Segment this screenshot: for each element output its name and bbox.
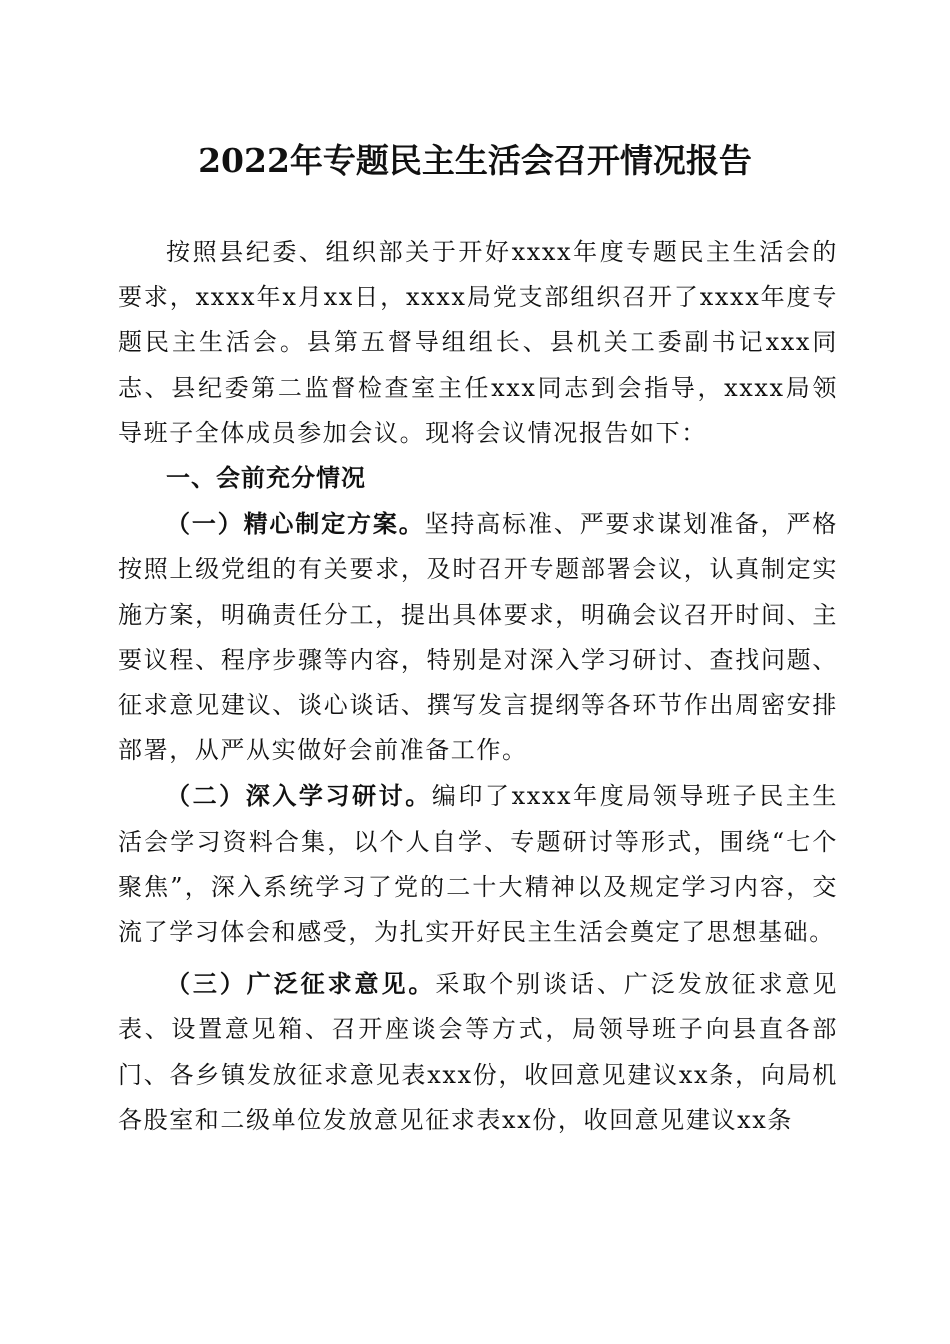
document-body [118, 230, 838, 1143]
item-lead-2: （二）深入学习研讨。 [166, 781, 432, 811]
item-text-1: 坚持高标准、严要求谋划准备，严格按照上级党组的有关要求，及时召开专题部署会议，认真制定实施方案，明确责任分工，提出具体要求，明确会议召开时间、主要议程、程序步骤等内容，特别是对深入学习研讨、查找问题、征求意见建议、谈心谈话、撰写发言提纲等各环节作出周密安排部署，从严从实做好会前准备工作。 [118, 510, 838, 765]
item-lead-3: （三）广泛征求意见。 [166, 969, 436, 999]
document-title: 2022年专题民主生活会召开情况报告 [198, 141, 752, 180]
item-text-3: 采取个别谈话、广泛发放征求意见表、设置意见箱、召开座谈会等方式，局领导班子向县直各部门、各乡镇发放征求意见表xxx份，收回意见建议xx条，向局机各股室和二级单位发放意见征求表xx份，收回意见建议xx条 [118, 970, 839, 1134]
item-paragraph-2 [118, 773, 838, 955]
item-paragraph-3 [118, 961, 838, 1143]
item-lead-1: （一）精心制定方案。 [166, 509, 425, 539]
section-heading: 一、会前充分情况 [166, 464, 366, 493]
item-paragraph-1 [118, 501, 838, 773]
item-text-2: 编印了xxxx年度局领导班子民主生活会学习资料合集，以个人自学、专题研讨等形式，围绕“七个聚焦”，深入系统学习了党的二十大精神以及规定学习内容，交流了学习体会和感受，为扎实开好民主生活会奠定了思想基础。 [118, 782, 839, 947]
intro-paragraph: 按照县纪委、组织部关于开好xxxx年度专题民主生活会的要求，xxxx年x月xx日，xxxx局党支部组织召开了xxxx年度专题民主生活会。县第五督导组组长、县机关工委副书记xxx同志、县纪委第二监督检查室主任xxx同志到会指导，xxxx局领导班子全体成员参加会议。现将会议情况报告如下： [118, 238, 838, 447]
